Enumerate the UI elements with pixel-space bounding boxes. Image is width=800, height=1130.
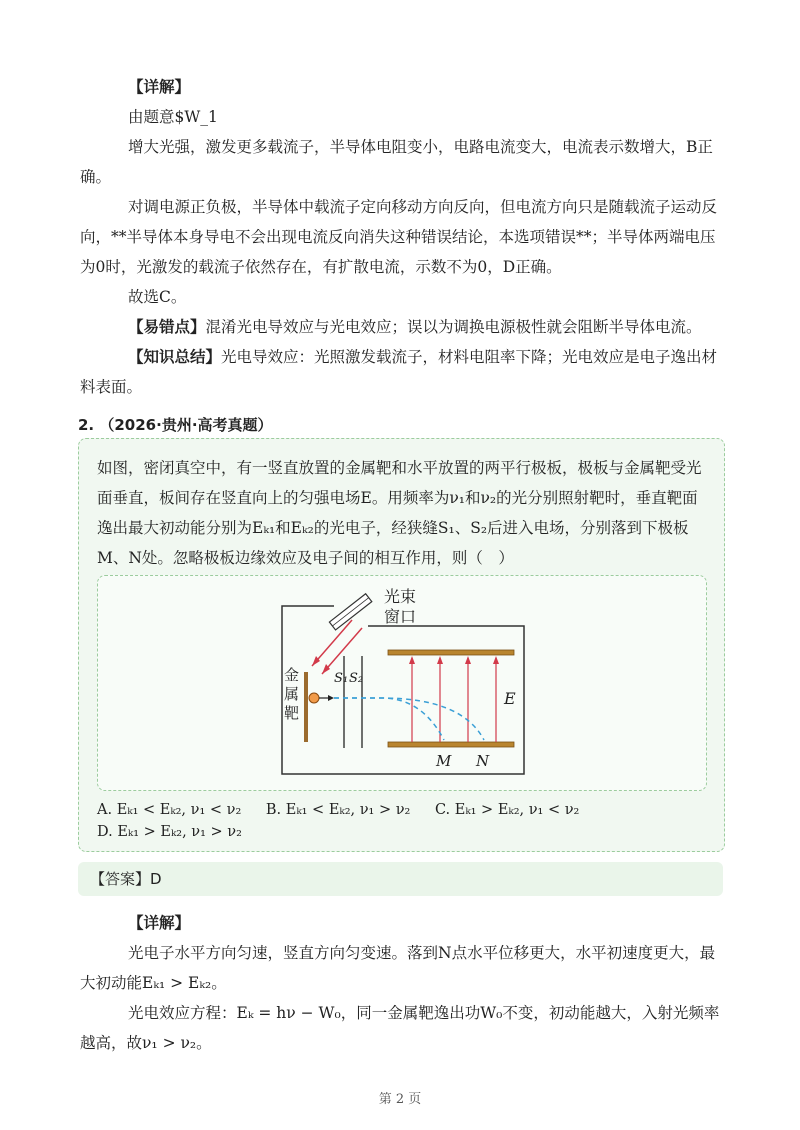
error-label: 【易错点】 [128, 317, 206, 336]
error-text: 混淆光电导效应与光电效应；误以为调换电源极性就会阻断半导体电流。 [205, 318, 702, 336]
summary-text: 光电导效应：光照激发载流子，材料电阻率下降；光电效应是电子逸出材料表面。 [80, 348, 718, 396]
electron-source [309, 693, 319, 703]
knowledge-summary [80, 342, 720, 402]
detail2-paragraph-1: 光电子水平方向匀速，竖直方向匀变速。落到N点水平位移更大，水平初速度更大，最大初动能Eₖ₁ > Eₖ₂。 [80, 944, 716, 992]
target-label-1: 金 [284, 666, 300, 684]
target-label-3: 靶 [284, 704, 300, 722]
detail-paragraph-2: 增大光强，激发更多载流子，半导体电阻变小，电路电流变大，电流表示数增大，B正确。 [80, 138, 713, 186]
page-number: 第 2 页 [378, 1092, 422, 1107]
target-label-2: 属 [284, 685, 300, 703]
option-b[interactable]: B. Eₖ₁ < Eₖ₂, ν₁ > ν₂ [265, 802, 411, 818]
detail2-paragraph-2: 光电效应方程：Eₖ = hν − W₀，同一金属靶逸出功W₀不变，初动能越大，入射光频率越高，故ν₁ > ν₂。 [80, 1004, 720, 1052]
lower-plate [388, 742, 514, 747]
s1-label: S₁ [334, 671, 349, 686]
field-label: E [504, 689, 516, 708]
question-text: 如图，密闭真空中，有一竖直放置的金属靶和水平放置的两平行极板，极板与金属靶受光面垂直，板间存在竖直向上的匀强电场E。用频率为ν₁和ν₂的光分别照射靶时，垂直靶面逸出最大初动能分别为Eₖ₁和Eₖ₂的光电子，经狭缝S₁、S₂后进入电场，分别落到下极板M、N处。忽略极板边缘效应及电子间的相互作用，则（ ） [97, 459, 702, 567]
detail-heading-1: 【详解】 [128, 77, 191, 96]
question-source: （2026·贵州·高考真题） [99, 416, 273, 434]
detail-heading-2: 【详解】 [128, 913, 191, 932]
figure-box [97, 575, 707, 791]
option-a[interactable]: A. Eₖ₁ < Eₖ₂, ν₁ < ν₂ [97, 802, 242, 818]
chamber-frame [282, 606, 524, 774]
answer-bar [78, 862, 723, 896]
answer-label: 【答案】D [90, 870, 162, 888]
emission-arrow [328, 695, 334, 701]
trajectory-m [334, 698, 444, 740]
question-header [78, 414, 273, 435]
upper-plate [388, 650, 514, 655]
field-lines [412, 658, 496, 742]
window-tube [329, 594, 371, 630]
detail-conclusion: 故选C。 [128, 288, 187, 306]
s2-label: S₂ [349, 671, 364, 686]
option-c[interactable]: C. Eₖ₁ > Eₖ₂, ν₁ < ν₂ [434, 802, 580, 818]
physics-figure [272, 584, 532, 780]
detail-line-1: 由题意$W_1 [128, 108, 218, 126]
n-label: N [476, 752, 490, 770]
beam-label: 光束 [384, 587, 417, 606]
m-label: M [436, 752, 452, 770]
error-point [80, 312, 720, 342]
options-list [97, 799, 599, 843]
summary-label: 【知识总结】 [128, 347, 222, 366]
question-number: 2. [78, 416, 95, 434]
detail-paragraph-3: 对调电源正负极，半导体中载流子定向移动方向反向，但电流方向只是随载流子运动反向，**半导体本身导电不会出现电流反向消失这种错误结论，本选项错误**；半导体两端电压为0时，光激发的载流子依然存在，有扩散电流，示数不为0，D正确。 [80, 198, 718, 276]
window-label: 窗口 [384, 607, 417, 626]
question-box [78, 438, 725, 852]
option-d[interactable]: D. Eₖ₁ > Eₖ₂, ν₁ > ν₂ [97, 824, 242, 840]
